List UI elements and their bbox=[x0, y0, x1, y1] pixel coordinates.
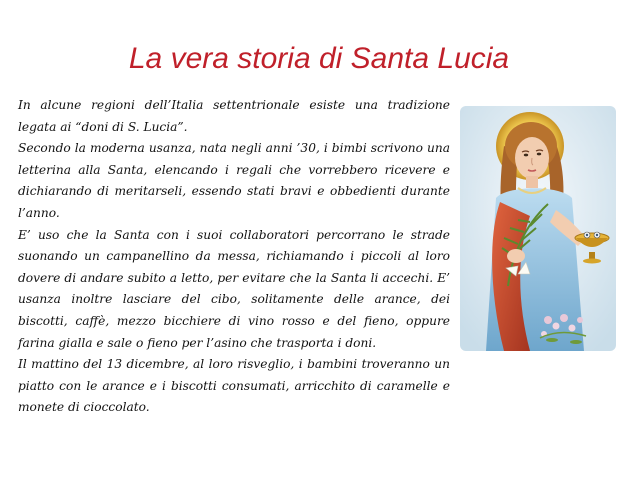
santa-lucia-illustration bbox=[460, 106, 616, 351]
paragraph-custom: E’ uso che la Santa con i suoi collaboratori percorrano le strade suonando un campanellino da messa, richiamando i piccoli al loro dovere di andare subito a letto, per evitare che la Santa li accechi. E’ usanza inoltre lasciare del cibo, solitamente delle arance, dei biscotti, caffè, mezzo bicchiere di vino rosso e del fieno, oppure farina gialla e sale o fieno per l’asino che trasporta i doni. bbox=[18, 227, 450, 350]
paragraph-intro: In alcune regioni dell’Italia settentrionale esiste una tradizione legata ai “doni di S. Lucia”. bbox=[18, 98, 450, 134]
paragraph-morning: Il mattino del 13 dicembre, al loro risveglio, i bambini troveranno un piatto con le arance e i biscotti consumati, arricchito di caramelle e monete di cioccolato. bbox=[18, 357, 450, 415]
paragraph-letter: Secondo la moderna usanza, nata negli anni ’30, i bimbi scrivono una letterina alla Santa, elencando i regali che vorrebbero ricevere e dichiarando di meritarseli, essendo stati bravi e obbedienti durante l’anno. bbox=[18, 141, 450, 220]
slide-title: La vera storia di Santa Lucia bbox=[128, 42, 510, 75]
santa-lucia-picture bbox=[460, 106, 616, 351]
body-text bbox=[18, 95, 450, 419]
